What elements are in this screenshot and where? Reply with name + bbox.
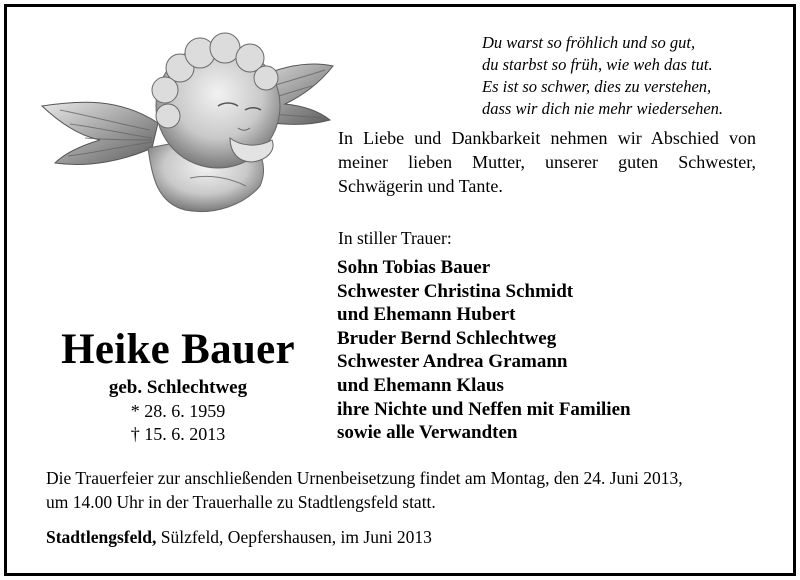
- mourner: und Ehemann Hubert: [337, 304, 516, 326]
- place-primary: Stadtlengsfeld,: [46, 527, 157, 547]
- places-date: [46, 527, 432, 548]
- place-rest: Sülzfeld, Oepfershausen, im Juni 2013: [156, 527, 432, 547]
- farewell-line: Schwägerin und Tante.: [338, 176, 503, 196]
- sorrow-label: In stiller Trauer:: [338, 228, 452, 248]
- mourner: Schwester Andrea Gramann: [337, 351, 568, 373]
- funeral-line: um 14.00 Uhr in der Trauerhalle zu Stadtlengsfeld statt.: [46, 492, 436, 512]
- farewell-line: In Liebe und Dankbarkeit nehmen wir Abschied von: [338, 128, 756, 148]
- mourner: und Ehemann Klaus: [337, 374, 504, 396]
- death-date: † 15. 6. 2013: [130, 424, 226, 444]
- poem-line: Es ist so schwer, dies zu verstehen,: [482, 77, 712, 96]
- mourner: Sohn Tobias Bauer: [337, 257, 491, 278]
- maiden-name: geb. Schlechtweg: [108, 377, 248, 398]
- farewell-line: meiner lieben Mutter, unserer guten Schwester,: [338, 152, 756, 172]
- mourners-list: [337, 256, 631, 445]
- birth-date: * 28. 6. 1959: [130, 401, 226, 421]
- funeral-line: Die Trauerfeier zur anschließenden Urnenbeisetzung findet am Montag, den 24. Juni 2013,: [46, 468, 683, 488]
- deceased-name: Heike Bauer: [61, 326, 295, 373]
- poem: [482, 32, 723, 120]
- deceased-block: [46, 326, 310, 446]
- mourner: Bruder Bernd Schlechtweg: [337, 327, 557, 349]
- mourner: Schwester Christina Schmidt: [337, 280, 574, 302]
- mourner: sowie alle Verwandten: [337, 422, 518, 444]
- cherub-angel-icon: [40, 28, 335, 218]
- funeral-info: [46, 466, 683, 514]
- farewell-text: [338, 126, 756, 198]
- poem-line: dass wir dich nie mehr wiedersehen.: [482, 99, 724, 118]
- poem-line: Du warst so fröhlich und so gut,: [482, 33, 696, 52]
- poem-line: du starbst so früh, wie weh das tut.: [482, 55, 713, 74]
- mourner: ihre Nichte und Neffen mit Familien: [337, 398, 631, 420]
